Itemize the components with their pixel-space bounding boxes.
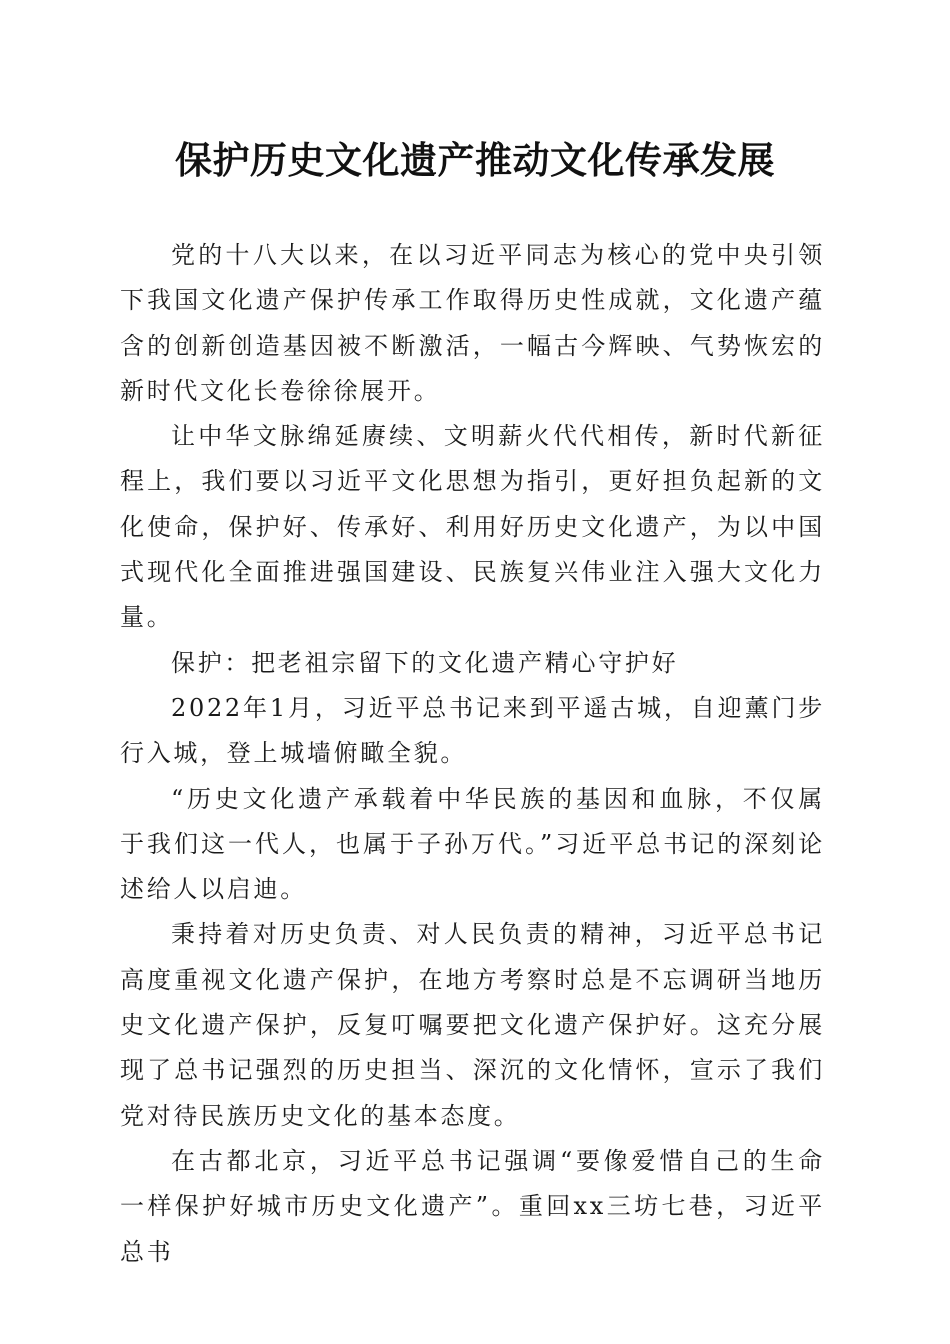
document-body xyxy=(120,233,825,1275)
paragraph: 秉持着对历史负责、对人民负责的精神，习近平总书记高度重视文化遗产保护，在地方考察时总是不忘调研当地历史文化遗产保护，反复叮嘱要把文化遗产保护好。这充分展现了总书记强烈的历史担当、深沉的文化情怀，宣示了我们党对待民族历史文化的基本态度。 xyxy=(120,920,825,1130)
paragraph: 党的十八大以来，在以习近平同志为核心的党中央引领下我国文化遗产保护传承工作取得历史性成就，文化遗产蕴含的创新创造基因被不断激活，一幅古今辉映、气势恢宏的新时代文化长卷徐徐展开。 xyxy=(120,241,825,405)
section-heading: 保护：把老祖宗留下的文化遗产精心守护好 xyxy=(171,648,679,677)
quote-paragraph: “历史文化遗产承载着中华民族的基因和血脉，不仅属于我们这一代人，也属于子孙万代。”习近平总书记的深刻论述给人以启迪。 xyxy=(120,784,825,904)
paragraph: 2022年1月，习近平总书记来到平遥古城，自迎薰门步行入城，登上城墙俯瞰全貌。 xyxy=(120,693,825,768)
paragraph: 在古都北京，习近平总书记强调“要像爱惜自己的生命一样保护好城市历史文化遗产”。重回xx三坊七巷，习近平总书 xyxy=(120,1146,825,1266)
paragraph: 让中华文脉绵延赓续、文明薪火代代相传，新时代新征程上，我们要以习近平文化思想为指引，更好担负起新的文化使命，保护好、传承好、利用好历史文化遗产，为以中国式现代化全面推进强国建设、民族复兴伟业注入强大文化力量。 xyxy=(120,422,825,632)
document-title: 保护历史文化遗产推动文化传承发展 xyxy=(175,138,775,182)
